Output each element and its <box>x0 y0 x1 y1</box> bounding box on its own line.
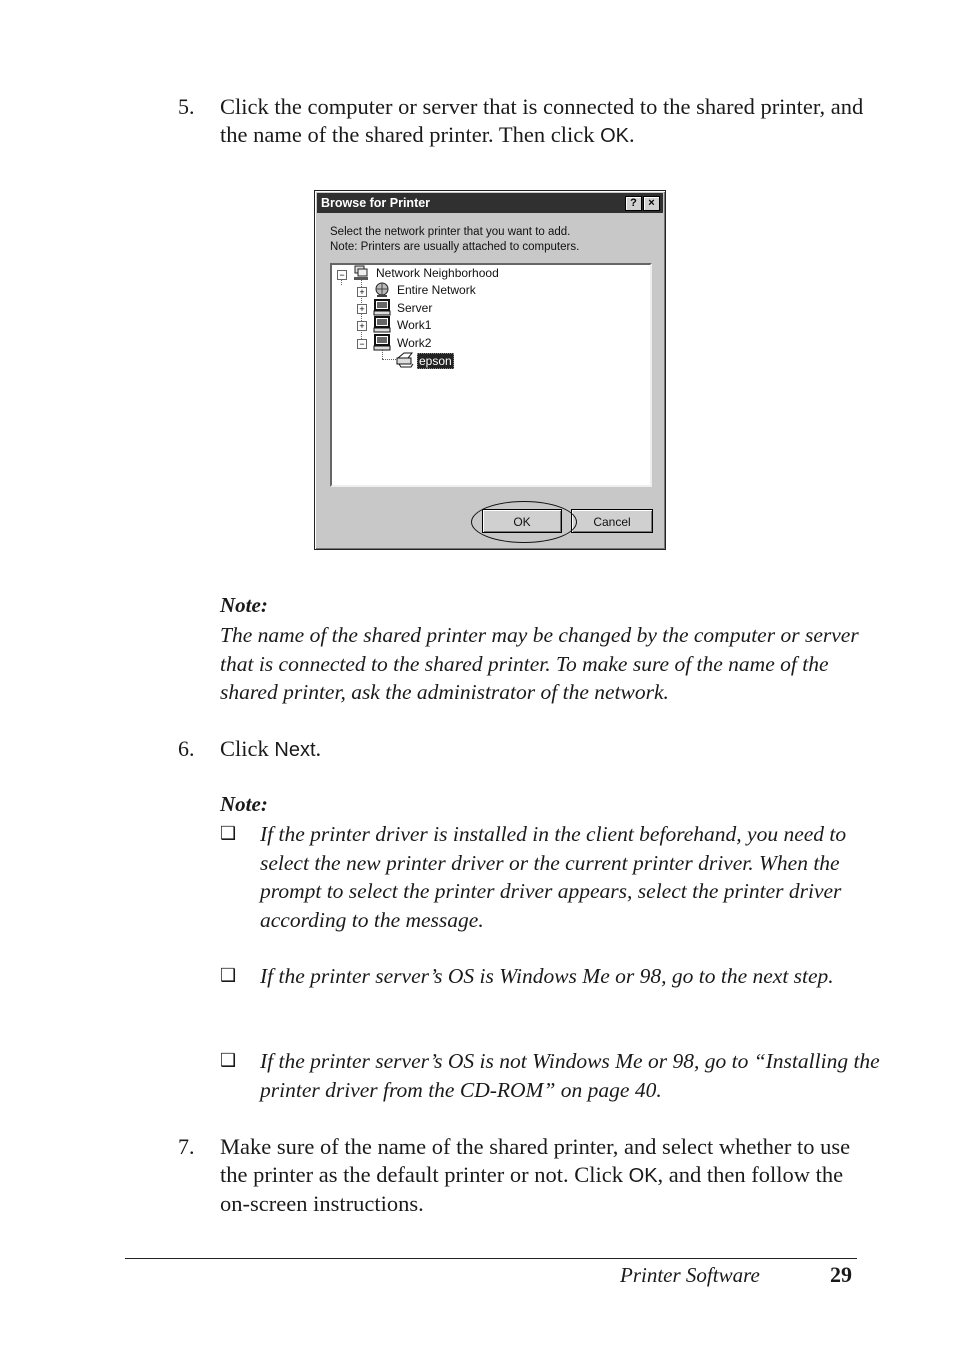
step-6-text-end: . <box>315 736 322 761</box>
note-2-bullet-1: If the printer driver is installed in the client beforehand, you need to select the new printer driver or the current printer driver. When the prompt to select the printer driver appears, select the printer driver according to the message. <box>260 822 847 932</box>
tree-node-work2[interactable]: Work2 <box>397 336 432 350</box>
printer-tree[interactable] <box>330 263 652 487</box>
step-7-text-part2: , and then follow the on-screen instructions. <box>220 1162 844 1216</box>
tree-line <box>382 359 396 360</box>
collapse-toggle-icon[interactable]: − <box>357 339 367 349</box>
selected-printer-label: epson <box>419 354 452 368</box>
dialog-title-bar <box>317 193 663 213</box>
tree-node-server[interactable]: Server <box>397 301 433 315</box>
bullet-checkbox-icon: ❑ <box>220 1050 237 1071</box>
step-6-text-start: Click <box>220 736 275 761</box>
tree-node-entire-network[interactable]: Entire Network <box>397 283 476 297</box>
expand-toggle-icon[interactable]: + <box>357 304 367 314</box>
dialog-message-line1: Select the network printer that you want to add. <box>330 226 571 238</box>
note-2-heading: Note: <box>220 792 268 816</box>
ok-button[interactable]: OK <box>482 509 562 533</box>
dialog-title: Browse for Printer <box>321 196 431 210</box>
printer-icon <box>395 352 415 368</box>
computer-icon <box>373 299 391 316</box>
step-7-text-part1: Make sure of the name of the shared printer, and select whether to use the printer as the default printer or not. Click <box>220 1134 851 1187</box>
cancel-button[interactable]: Cancel <box>571 509 653 533</box>
globe-icon <box>374 282 390 298</box>
step-5-text-part2: . <box>628 122 635 147</box>
help-button[interactable]: ? <box>625 196 642 211</box>
dialog-message <box>330 225 579 255</box>
step-6-number: 6. <box>178 736 195 761</box>
step-5-ok-label: OK <box>600 125 629 147</box>
note-1-heading: Note: <box>220 593 268 617</box>
step-6-next-label: Next <box>274 739 316 761</box>
ok-highlight-circle <box>471 501 577 543</box>
footer-rule <box>125 1258 857 1259</box>
step-6-text <box>220 735 870 764</box>
step-5-number: 5. <box>178 94 195 119</box>
close-button[interactable]: × <box>643 196 660 211</box>
network-neighborhood-icon <box>352 265 370 281</box>
step-7-ok-label: OK <box>628 1165 658 1187</box>
footer-section-title: Printer Software <box>620 1263 760 1287</box>
computer-icon <box>373 334 391 351</box>
note-1-text: The name of the shared printer may be changed by the computer or server that is connected to the shared printer. To make sure of the name of the shared printer, ask the administrator of the network. <box>220 623 859 704</box>
tree-node-epson[interactable] <box>417 353 454 369</box>
tree-node-work1[interactable]: Work1 <box>397 318 432 332</box>
collapse-toggle-icon[interactable]: − <box>337 270 347 280</box>
page-number: 29 <box>830 1262 852 1287</box>
note-2-bullet-3: If the printer server’s OS is not Windows Me or 98, go to “Installing the printer driver from the CD-ROM” on page 40. <box>260 1049 880 1102</box>
step-5-text <box>220 93 870 150</box>
step-7-text <box>220 1133 870 1218</box>
browse-for-printer-dialog <box>314 190 666 550</box>
step-7-number: 7. <box>178 1134 195 1159</box>
expand-toggle-icon[interactable]: + <box>357 287 367 297</box>
bullet-checkbox-icon: ❑ <box>220 823 237 844</box>
expand-toggle-icon[interactable]: + <box>357 321 367 331</box>
bullet-checkbox-icon: ❑ <box>220 965 237 986</box>
computer-icon <box>373 316 391 333</box>
step-5-text-part1: Click the computer or server that is connected to the shared printer, and the name of the shared printer. Then click <box>220 94 864 147</box>
dialog-message-line2: Note: Printers are usually attached to computers. <box>330 241 580 253</box>
tree-node-root[interactable]: Network Neighborhood <box>376 266 499 280</box>
note-2-bullet-2: If the printer server’s OS is Windows Me or 98, go to the next step. <box>260 964 834 988</box>
